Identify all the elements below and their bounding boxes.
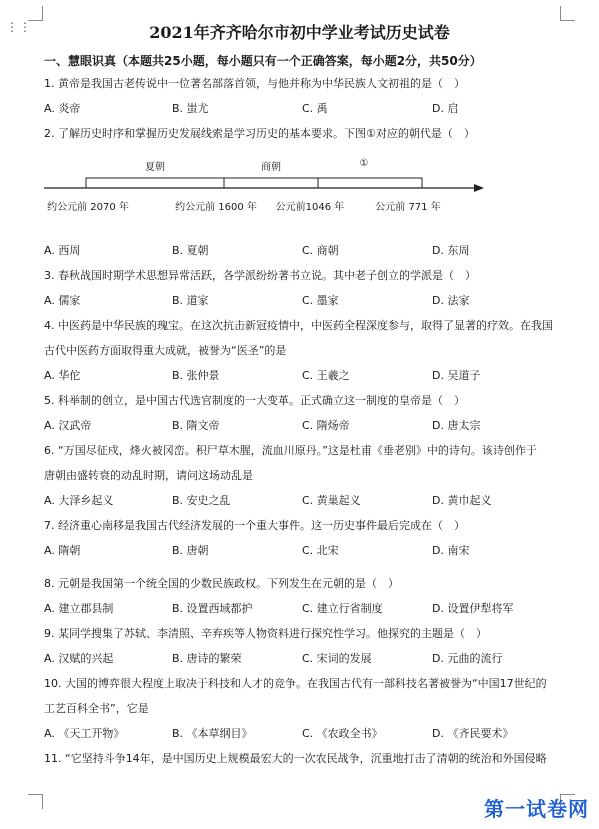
question-5-stem: 5. 科举制的创立，是中国古代选官制度的一大变革。正式确立这一制度的皇帝是（ ）: [44, 394, 465, 407]
question-8-stem: 8. 元朝是我国第一个统全国的少数民族政权。下列发生在元朝的是（ ）: [44, 577, 399, 590]
crop-mark-top-left: [28, 6, 43, 21]
option-c: C. 宋词的发展: [302, 652, 372, 665]
question-1-stem: 1. 黄帝是我国古老传说中一位著名部落首领，与他并称为中华民族人文初祖的是（ ）: [44, 77, 465, 90]
question-7-stem: 7. 经济重心南移是我国古代经济发展的一个重大事件。这一历史事件最后完成在（ ）: [44, 519, 465, 532]
timeline-label-shang: 商朝: [261, 162, 281, 173]
option-d: D. 《齐民要术》: [432, 727, 514, 740]
option-c: C. 黄巢起义: [302, 494, 361, 507]
option-c: C. 王羲之: [302, 369, 350, 382]
question-10-options: [44, 726, 564, 742]
question-11-stem: 11. “它坚持斗争14年，是中国历史上规模最宏大的一次农民战争，沉重地打击了清朝的统治和外国侵略: [44, 752, 547, 765]
question-10-stem: 10. 大国的博弈很大程度上取决于科技和人才的竞争。在我国古代有一部科技名著被誉为“中国17世纪的: [44, 677, 547, 690]
option-d: D. 元曲的流行: [432, 652, 503, 665]
question-9-options: [44, 651, 564, 667]
option-d: D. 设置伊犁将军: [432, 602, 514, 615]
question-2-options: [44, 243, 564, 259]
option-a: A. 炎帝: [44, 102, 81, 115]
question-6-options: [44, 493, 564, 509]
timeline-svg: [44, 146, 484, 216]
question-7-options: [44, 543, 564, 559]
option-b: B. 安史之乱: [172, 494, 231, 507]
option-b: B. 唐朝: [172, 544, 209, 557]
question-10-stem-cont: 工艺百科全书”，它是: [44, 702, 149, 715]
option-a: A. 西周: [44, 244, 81, 257]
question-4-stem-cont: 古代中医药方面取得重大成就，被誉为“医圣”的是: [44, 344, 287, 357]
option-a: A. 建立郡县制: [44, 602, 114, 615]
timeline-date-4: 公元前 771 年: [375, 202, 441, 213]
timeline-arrow-icon: [474, 184, 484, 192]
question-1-options: [44, 101, 564, 117]
timeline-date-1: 约公元前 2070 年: [47, 202, 129, 213]
option-c: C. 禹: [302, 102, 328, 115]
option-a: A. 华佗: [44, 369, 81, 382]
option-d: D. 东周: [432, 244, 470, 257]
option-b: B. 张仲景: [172, 369, 220, 382]
question-5-options: [44, 418, 564, 434]
question-3-options: [44, 293, 564, 309]
timeline-figure: [44, 146, 484, 216]
option-a: A. 汉武帝: [44, 419, 92, 432]
option-d: D. 黄巾起义: [432, 494, 492, 507]
option-c: C. 隋炀帝: [302, 419, 350, 432]
option-a: A. 隋朝: [44, 544, 81, 557]
question-4-stem: 4. 中医药是中华民族的瑰宝。在这次抗击新冠疫情中，中医药全程深度参与，取得了显著的疗效。在我国: [44, 319, 553, 332]
bracket-xia: [86, 178, 224, 188]
question-4-options: [44, 368, 564, 384]
option-a: A. 《天工开物》: [44, 727, 125, 740]
option-b: B. 设置西域都护: [172, 602, 253, 615]
option-a: A. 儒家: [44, 294, 81, 307]
bracket-unknown: [318, 178, 422, 188]
question-6-stem-cont: 唐朝由盛转衰的动乱时期，请问这场动乱是: [44, 469, 253, 482]
timeline-date-3: 公元前1046 年: [275, 202, 345, 213]
timeline-label-xia: 夏朝: [145, 162, 165, 173]
question-3-stem: 3. 春秋战国时期学术思想异常活跃，各学派纷纷著书立说。其中老子创立的学派是（ ）: [44, 269, 476, 282]
section-heading: 一、慧眼识真（本题共25小题，每小题只有一个正确答案，每小题2分，共50分）: [44, 54, 482, 68]
option-a: A. 大泽乡起义: [44, 494, 114, 507]
option-b: B. 唐诗的繁荣: [172, 652, 242, 665]
site-watermark: 第一试卷网: [484, 797, 589, 821]
option-d: D. 南宋: [432, 544, 470, 557]
option-b: B. 蚩尤: [172, 102, 209, 115]
option-d: D. 法家: [432, 294, 470, 307]
option-d: D. 吴道子: [432, 369, 481, 382]
option-c: C. 商朝: [302, 244, 339, 257]
question-2-stem: 2. 了解历史时序和掌握历史发展线索是学习历史的基本要求。下图①对应的朝代是（ ）: [44, 127, 475, 140]
option-b: B. 《本草纲目》: [172, 727, 253, 740]
option-b: B. 道家: [172, 294, 209, 307]
question-6-stem: 6. “万国尽征戍，烽火被冈峦。积尸草木腥，流血川原丹。”这是杜甫《垂老别》中的诗句。该诗创作于: [44, 444, 537, 457]
timeline-label-circled-1: ①: [359, 158, 369, 169]
bracket-shang: [224, 178, 318, 188]
timeline-date-2: 约公元前 1600 年: [175, 202, 257, 213]
crop-mark-bottom-left: [28, 794, 43, 809]
option-c: C. 建立行省制度: [302, 602, 383, 615]
option-c: C. 北宋: [302, 544, 339, 557]
option-a: A. 汉赋的兴起: [44, 652, 114, 665]
option-d: D. 启: [432, 102, 459, 115]
option-c: C. 墨家: [302, 294, 339, 307]
option-c: C. 《农政全书》: [302, 727, 383, 740]
option-d: D. 唐太宗: [432, 419, 481, 432]
option-b: B. 夏朝: [172, 244, 209, 257]
drag-handle-icon[interactable]: ⋮⋮: [6, 20, 32, 34]
page-title: 2021年齐齐哈尔市初中学业考试历史试卷: [149, 23, 450, 42]
crop-mark-top-right: [560, 6, 575, 21]
question-8-options: [44, 601, 564, 617]
option-b: B. 隋文帝: [172, 419, 220, 432]
question-9-stem: 9. 某同学搜集了苏轼、李清照、辛弃疾等人物资料进行探究性学习。他探究的主题是（ ）: [44, 627, 487, 640]
